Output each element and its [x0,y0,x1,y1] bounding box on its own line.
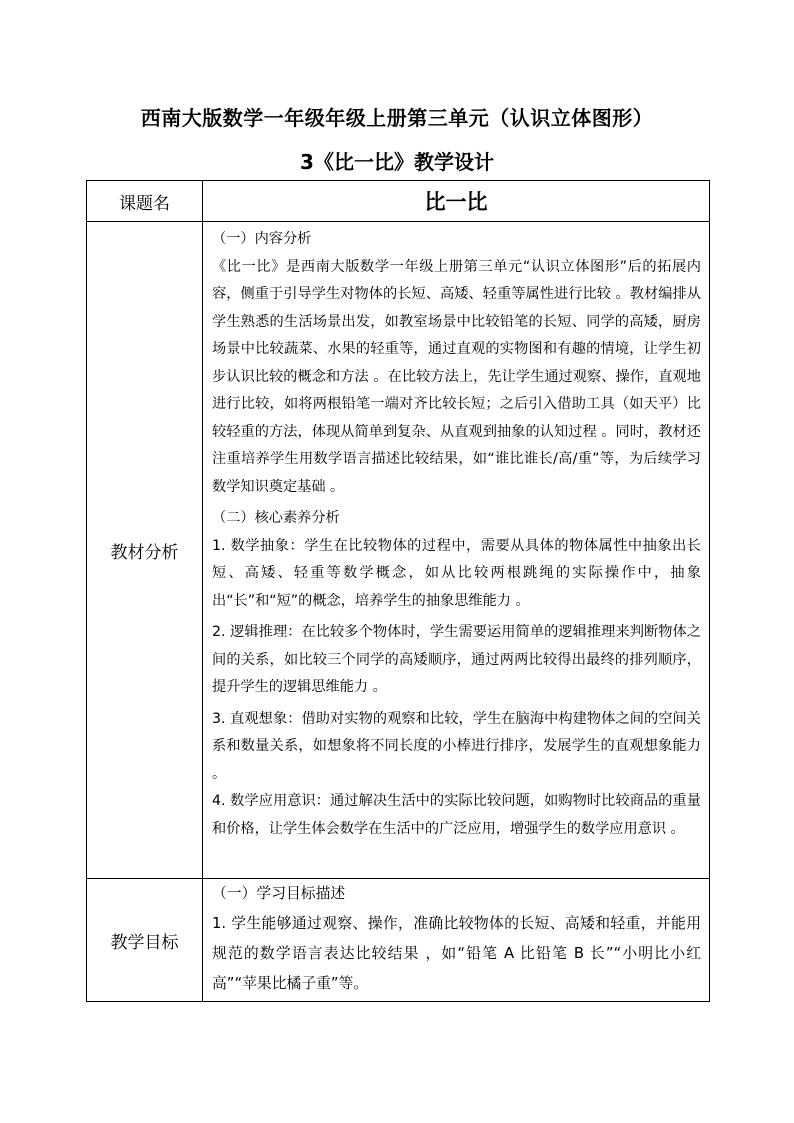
material-analysis-row [87,222,710,879]
material-analysis-cell [203,222,710,879]
core-literacy-item: 1. 数学抽象：学生在比较物体的过程中，需要从具体的物体属性中抽象出长短、高矮、轻重等数学概念，如从比较两根跳绳的实际操作中，抽象出“长”和“短”的概念，培养学生的抽象思维能力 。 [212,537,701,609]
document-title: 西南大版数学一年级年级上册第三单元（认识立体图形） [140,106,654,130]
learning-goals-heading: （一）学习目标描述 [212,885,346,902]
teaching-goals-label: 教学目标 [87,879,203,1002]
topic-label: 课题名 [87,181,203,222]
content-analysis-heading: （一）内容分析 [212,231,312,247]
learning-goal-item: 1. 学生能够通过观察、操作，准确比较物体的长短、高矮和轻重，并能用规范的数学语言表达比较结果 ，如“铅笔 A 比铅笔 B 长”“小明比小红高”“苹果比橘子重”等。 [212,915,701,992]
topic-value: 比一比 [203,181,710,222]
teaching-goals-row [87,879,710,1002]
topic-row [87,181,710,222]
content-analysis-text: 《比一比》是西南大版数学一年级上册第三单元“认识立体图形”后的拓展内容，侧重于引导学生对物体的长短、高矮、轻重等属性进行比较 。教材编排从学生熟悉的生活场景出发，如教室场景中比较铅笔的长短、同学的高矮，厨房场景中比较蔬菜、水果的轻重等，通过直观的实物图和有趣的情境，让学生初步认识比较的概念和方法 。在比较方法上，先让学生通过观察、操作，直观地进行比较，如将两根铅笔一端对齐比较长短；之后引入借助工具（如天平）比较轻重的方法，体现从简单到复杂、从直观到抽象的认知过程 。同时，教材还注重培养学生用数学语言描述比较结果，如“谁比谁长/高/重”等，为后续学习数学知识奠定基础 。 [212,258,701,495]
teaching-goals-cell [203,879,710,1002]
core-literacy-heading: （二）核心素养分析 [212,510,340,526]
core-literacy-item: 4. 数学应用意识：通过解决生活中的实际比较问题，如购物时比较商品的重量和价格，让学生体会数学在生活中的广泛应用，增强学生的数学应用意识 。 [212,793,701,837]
material-analysis-label: 教材分析 [87,222,203,879]
lesson-design-table [86,180,710,1002]
document-subtitle: 3《比一比》教学设计 [300,150,494,174]
core-literacy-item: 3. 直观想象：借助对实物的观察和比较，学生在脑海中构建物体之间的空间关系和数量关系，如想象将不同长度的小棒进行排序，发展学生的直观想象能力 。 [212,710,701,782]
core-literacy-item: 2. 逻辑推理：在比较多个物体时，学生需要运用简单的逻辑推理来判断物体之间的关系，如比较三个同学的高矮顺序，通过两两比较得出最终的排列顺序，提升学生的逻辑思维能力 。 [212,624,701,695]
